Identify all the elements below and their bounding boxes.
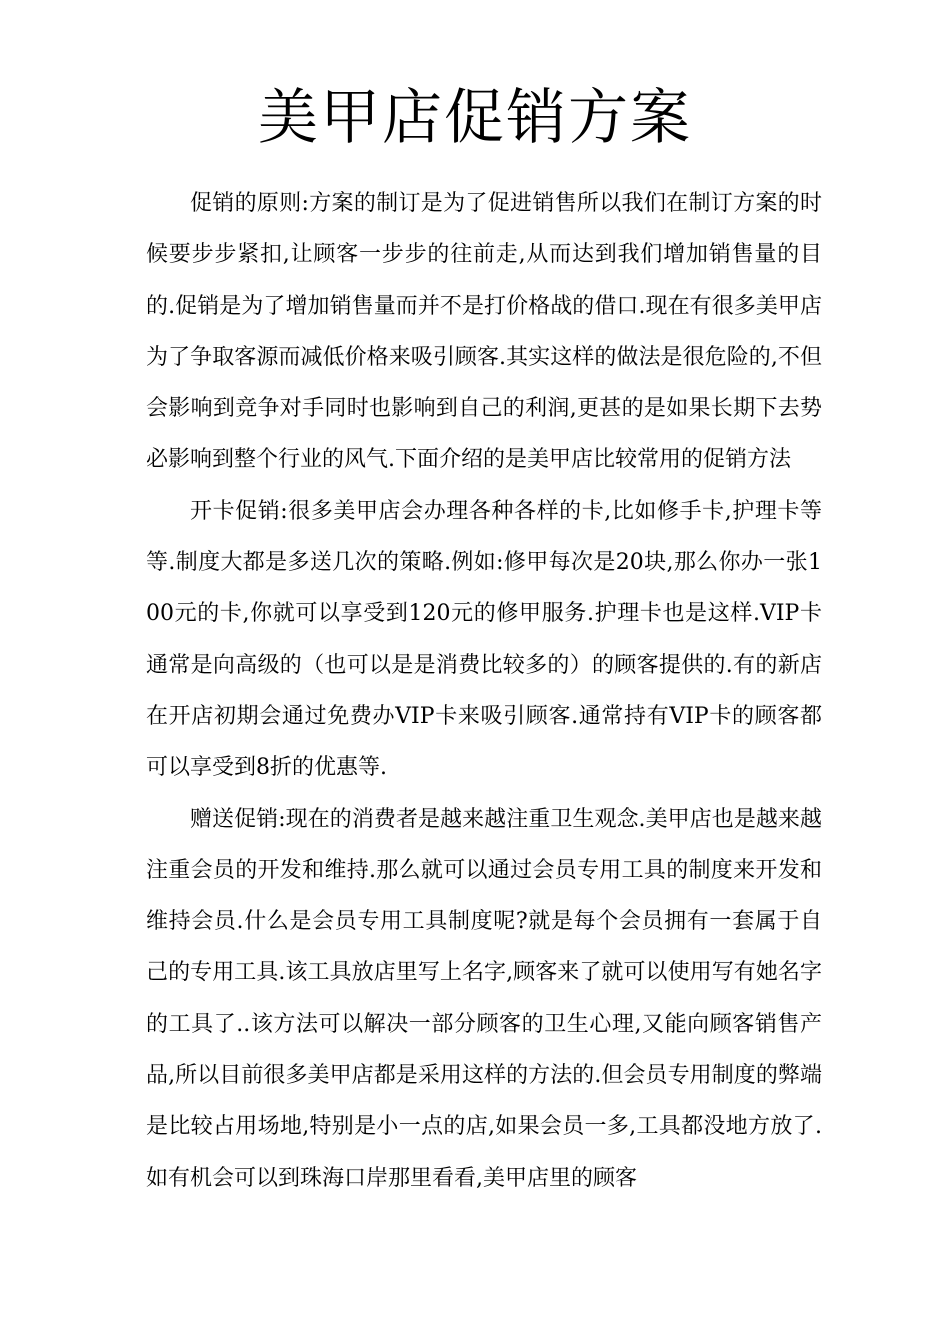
- paragraph-promotion-principle: 促销的原则:方案的制订是为了促进销售所以我们在制订方案的时候要步步紧扣,让顾客一步步的往前走,从而达到我们增加销售量的目的.促销是为了增加销售量而并不是打价格战的借口.现在有很多美甲店为了争取客源而减低价格来吸引顾客.其实这样的做法是很危险的,不但会影响到竞争对手同时也影响到自己的利润,更甚的是如果长期下去势必影响到整个行业的风气.下面介绍的是美甲店比较常用的促销方法: [146, 191, 822, 473]
- paragraph-card-promotion: 开卡促销:很多美甲店会办理各种各样的卡,比如修手卡,护理卡等等.制度大都是多送几次的策略.例如:修甲每次是20块,那么你办一张100元的卡,你就可以享受到120元的修甲服务.护理卡也是这样.VIP卡通常是向高级的（也可以是是消费比较多的）的顾客提供的.有的新店在开店初期会通过免费办VIP卡来吸引顾客.通常持有VIP卡的顾客都可以享受到8折的优惠等.: [146, 498, 822, 781]
- document-body: [146, 178, 822, 1204]
- paragraph-gift-promotion: 赠送促销:现在的消费者是越来越注重卫生观念.美甲店也是越来越注重会员的开发和维持.那么就可以通过会员专用工具的制度来开发和维持会员.什么是会员专用工具制度呢?就是每个会员拥有一套属于自己的专用工具.该工具放店里写上名字,顾客来了就可以使用写有她名字的工具了..该方法可以解决一部分顾客的卫生心理,又能向顾客销售产品,所以目前很多美甲店都是采用这样的方法的.但会员专用制度的弊端是比较占用场地,特别是小一点的店,如果会员一多,工具都没地方放了.如有机会可以到珠海口岸那里看看,美甲店里的顾客: [146, 806, 822, 1191]
- document-title: 美甲店促销方案: [258, 83, 692, 153]
